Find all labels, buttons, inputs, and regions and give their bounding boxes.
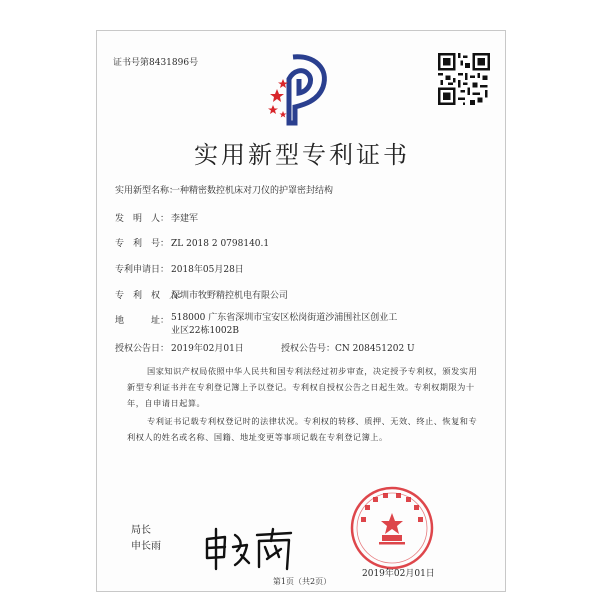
field-label: 授权公告日： <box>115 344 170 354</box>
field-value: 2018年05月28日 <box>171 265 244 275</box>
field-patent-number <box>115 236 269 249</box>
qr-code-icon <box>438 53 490 105</box>
field-value: ZL 2018 2 0798140.1 <box>171 239 270 249</box>
paragraph-grant-statement: 国家知识产权局依照中华人民共和国专利法经过初步审查，决定授予专利权，颁发实用新型专利证书并在专利登记簿上予以登记。专利权自授权公告之日起生效。专利权期限为十年，自申请日起算。 <box>127 366 478 408</box>
director-name: 申长雨 <box>131 541 161 552</box>
field-address-value <box>171 312 471 338</box>
field-utility-model-name <box>115 183 333 196</box>
certificate-title: 实用新型专利证书 <box>194 141 410 169</box>
field-value: 深圳市牧野精控机电有限公司 <box>171 291 289 301</box>
field-value: 一种精密数控机床对刀仪的护罩密封结构 <box>171 186 334 196</box>
field-label: 专利申请日： <box>115 265 170 275</box>
field-inventor <box>115 211 198 224</box>
field-address-label: 地 址： <box>115 316 170 326</box>
address-line-2: 业区22栋1002B <box>171 326 239 336</box>
field-label: 专 利 号： <box>115 239 170 249</box>
field-value: 2019年02月01日 <box>171 344 244 354</box>
official-seal-icon <box>349 485 435 571</box>
handwritten-signature <box>201 525 297 573</box>
field-label: 专 利 权 人： <box>115 291 188 301</box>
page-indicator: 第1页（共2页） <box>272 577 332 586</box>
patent-office-logo-icon <box>263 49 333 129</box>
grant-number-value: CN 208451202 U <box>335 344 415 354</box>
field-label: 实用新型名称： <box>115 186 179 196</box>
address-line-1: 518000 广东省深圳市宝安区松岗街道沙浦围社区创业工 <box>171 313 398 323</box>
seal-date: 2019年02月01日 <box>362 569 435 579</box>
certificate-number: 证书号第8431896号 <box>113 58 199 68</box>
grant-number-label: 授权公告号： <box>281 344 336 354</box>
certificate-page <box>96 30 506 592</box>
field-label: 发 明 人： <box>115 214 170 224</box>
field-patentee <box>115 288 288 301</box>
field-value: 李建军 <box>171 214 199 224</box>
field-grant-date <box>115 341 415 354</box>
field-application-date <box>115 262 244 275</box>
paragraph-legal-status: 专利证书记载专利权登记时的法律状况。专利权的转移、质押、无效、终止、恢复和专利权人的姓名或名称、国籍、地址变更等事项记载在专利登记簿上。 <box>127 416 478 442</box>
director-title: 局长 <box>131 525 151 536</box>
